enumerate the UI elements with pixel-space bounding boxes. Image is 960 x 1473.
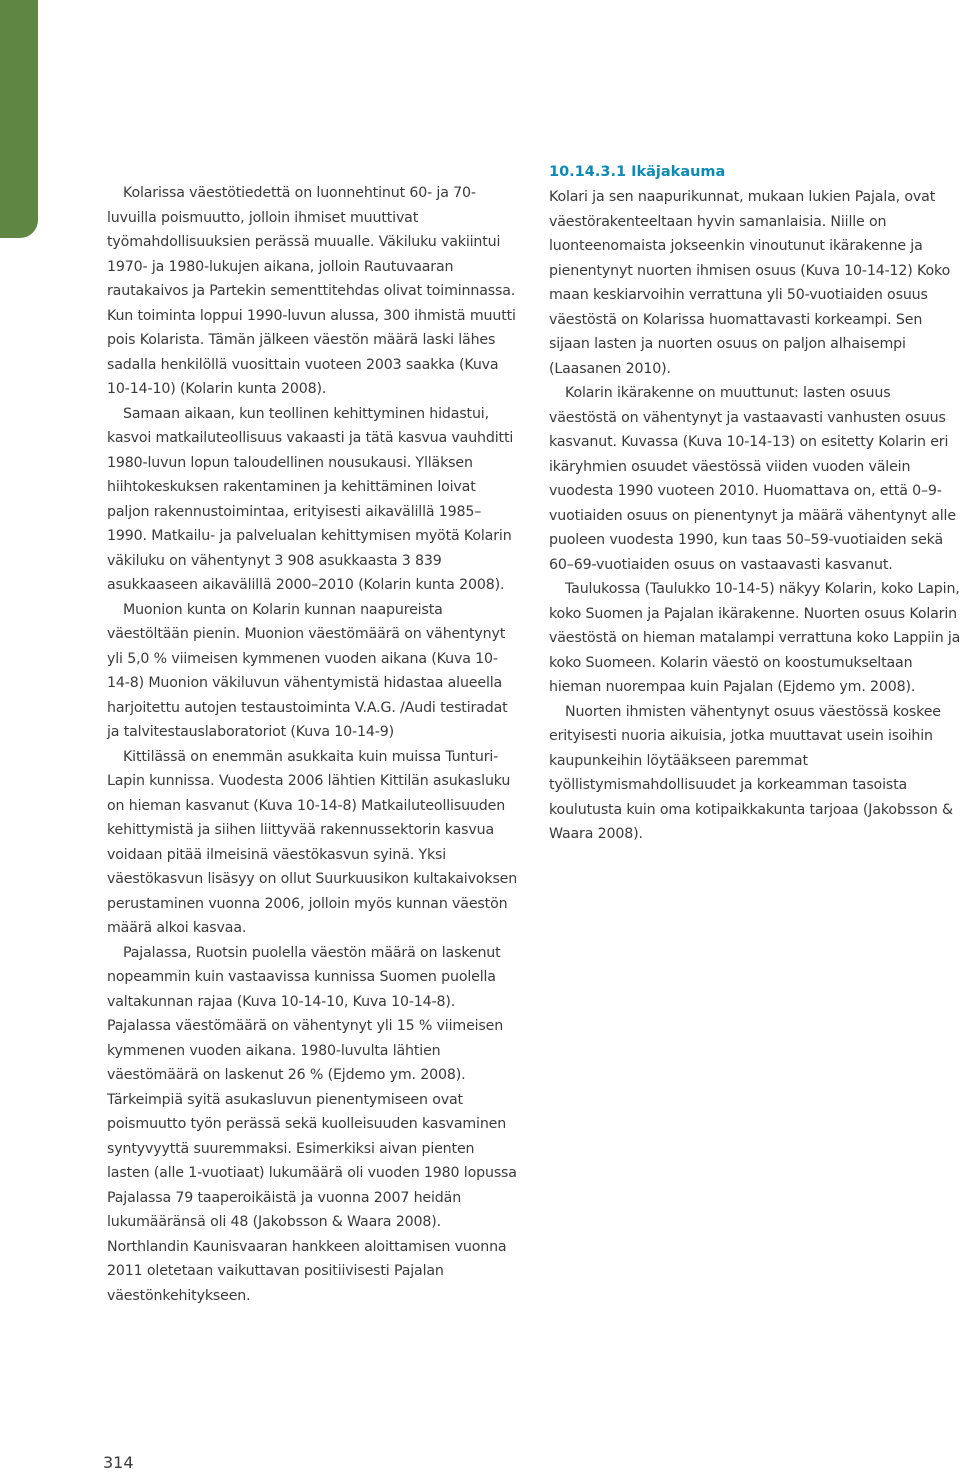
body-paragraph: Taulukossa (Taulukko 10-14-5) näkyy Kolarin, koko Lapin, koko Suomen ja Pajalan ikärakenne. Nuorten osuus Kolarin väestöstä on hieman matalampi verrattuna koko Lappiin ja koko Suomeen. Kolarin väestö on koostumukseltaan hieman nuorempaa kuin Pajalan (Ejdemo ym. 2008). xyxy=(549,581,960,695)
section-heading: 10.14.3.1 Ikäjakauma xyxy=(549,164,726,180)
body-paragraph: Pajalassa, Ruotsin puolella väestön määrä on laskenut nopeammin kuin vastaavissa kunnissa Suomen puolella valtakunnan rajaa (Kuva 10-14-10, Kuva 10-14-8). Pajalassa väestömäärä on vähentynyt yli 15 % viimeisen kymmenen vuoden aikana. 1980-luvulta lähtien väestömäärä on laskenut 26 % (Ejdemo ym. 2008). Tärkeimpiä syitä asukasluvun pienentymiseen ovat poismuutto työn perässä sekä kuolleisuuden kasvaminen syntyvyyttä suuremmaksi. Esimerkiksi aivan pienten lasten (alle 1-vuotiaat) lukumäärä oli vuoden 1980 lopussa Pajalassa 79 taaperoikäistä ja vuonna 2007 heidän lukumääränsä oli 48 (Jakobsson & Waara 2008). Northlandin Kaunisvaaran hankkeen aloittamisen vuonna 2011 oletetaan vaikuttavan positiivisesti Pajalan väestönkehitykseen. xyxy=(107,944,517,1304)
body-paragraph: Kolari ja sen naapurikunnat, mukaan lukien Pajala, ovat väestörakenteeltaan hyvin samanlaisia. Niille on luonteenomaista jokseenkin vinoutunut ikärakenne ja pienentynyt nuorten ihmisen osuus (Kuva 10-14-12) Koko maan keskiarvoihin verrattuna yli 50-vuotiaiden osuus väestöstä on Kolarissa huomattavasti korkeampi. Sen sijaan lasten ja nuorten osuus on paljon alhaisempi (Laasanen 2010). xyxy=(549,189,951,377)
body-paragraph: Samaan aikaan, kun teollinen kehittyminen hidastui, kasvoi matkailuteollisuus vakaasti ja tätä kasvua vauhditti 1980-luvun lopun taloudellinen nousukausi. Ylläksen hiihtokeskuksen rakentaminen ja kehittäminen loivat paljon rakennustoimintaa, erityisesti aikavälillä 1985–1990. Matkailu- ja palvelualan kehittymisen myötä Kolarin väkiluku on vähentynyt 3 908 asukkaasta 3 839 asukkaaseen aikavälillä 2000–2010 (Kolarin kunta 2008). xyxy=(107,405,514,593)
body-paragraph: Kolarissa väestötiedettä on luonnehtinut 60- ja 70-luvuilla poismuutto, jolloin ihmiset muuttivat työmahdollisuuksien perässä muualle. Väkiluku vakiintui 1970- ja 1980-lukujen aikana, jolloin Rautuvaaran rautakaivos ja Partekin sementtitehdas olivat toiminnassa. Kun toiminta loppui 1990-luvun alussa, 300 ihmistä muutti pois Kolarista. Tämän jälkeen väestön määrä laski lähes sadalla henkilöllä vuosittain vuoteen 2003 saakka (Kuva 10-14-10) (Kolarin kunta 2008). xyxy=(107,185,516,397)
body-paragraph: Nuorten ihmisten vähentynyt osuus väestössä koskee erityisesti nuoria aikuisia, jotka muuttavat usein isoihin kaupunkeihin löytääkseen paremmat työllistymismahdollisuudet ja korkeamman tasoista koulutusta kuin oma kotipaikkakunta tarjoaa (Jakobsson & Waara 2008). xyxy=(549,703,953,842)
left-text-column xyxy=(107,181,518,1308)
chapter-side-tab xyxy=(0,0,38,238)
body-paragraph: Kittilässä on enemmän asukkaita kuin muissa Tunturi-Lapin kunnissa. Vuodesta 2006 lähtien Kittilän asukasluku on hieman kasvanut (Kuva 10-14-8) Matkailuteollisuuden kehittymistä ja siihen liittyvää rakennussektorin kasvua voidaan pitää ilmeisinä väestökasvun syinä. Yksi väestökasvun lisäsyy on ollut Suurkuusikon kultakaivoksen perustaminen vuonna 2006, jolloin myös kunnan väestön määrä alkoi kasvaa. xyxy=(107,748,518,936)
right-text-column xyxy=(549,161,960,847)
body-paragraph: Muonion kunta on Kolarin kunnan naapureista väestöltään pienin. Muonion väestömäärä on vähentynyt yli 5,0 % viimeisen kymmenen vuoden aikana (Kuva 10-14-8) Muonion väkiluvun vähentymistä hidastaa alueella harjoitettu autojen testaustoiminta V.A.G. /Audi testiradat ja talvitestauslaboratoriot (Kuva 10-14-9) xyxy=(107,601,508,740)
body-paragraph: Kolarin ikärakenne on muuttunut: lasten osuus väestöstä on vähentynyt ja vastaavasti vanhusten osuus kasvanut. Kuvassa (Kuva 10-14-13) on esitetty Kolarin eri ikäryhmien osuudet väestössä viiden vuoden välein vuodesta 1990 vuoteen 2010. Huomattava on, että 0–9-vuotiaiden osuus on pienentynyt ja määrä vähentynyt alle puoleen vuodesta 1990, kun taas 50–59-vuotiaiden sekä 60–69-vuotiaiden osuus on vastaavasti kasvanut. xyxy=(549,385,956,573)
page-number: 314 xyxy=(103,1453,134,1472)
